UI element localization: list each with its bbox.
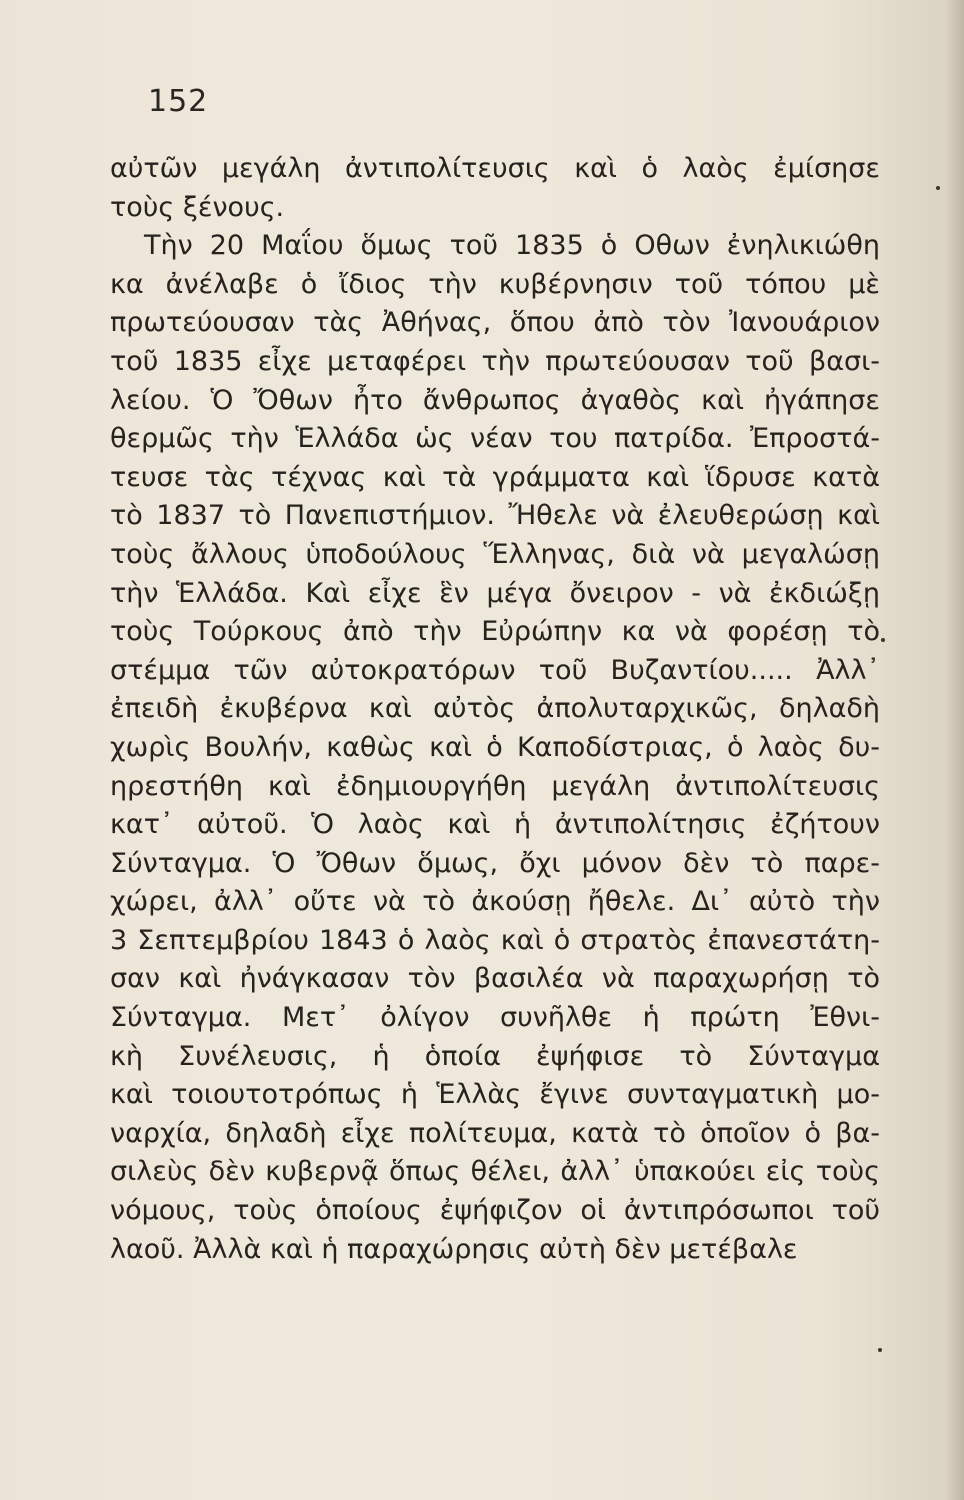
ink-speck bbox=[881, 638, 885, 642]
text-line: πρωτεύουσαν τὰς Ἀθήνας, ὅπου ἀπὸ τὸν Ἰανουάριον bbox=[110, 307, 880, 339]
text-line: σαν καὶ ἠνάγκασαν τὸν βασιλέα νὰ παραχωρήσῃ τὸ bbox=[110, 963, 880, 995]
text-line: λείου. Ὁ Ὄθων ἦτο ἄνθρωπος ἀγαθὸς καὶ ἠγάπησε bbox=[110, 384, 880, 416]
text-line: θερμῶς τὴν Ἑλλάδα ὡς νέαν του πατρίδα. Ἐπροστά- bbox=[110, 423, 880, 455]
text-line: αὐτῶν μεγάλη ἀντιπολίτευσις καὶ ὁ λαὸς ἐμίσησε bbox=[110, 153, 880, 184]
text-line: τευσε τὰς τέχνας καὶ τὰ γράμματα καὶ ἵδρυσε κατὰ bbox=[110, 461, 880, 493]
text-line: νόμους, τοὺς ὁποίους ἐψήφιζον οἱ ἀντιπρόσωποι τοῦ bbox=[110, 1195, 880, 1227]
text-line: καὶ τοιουτοτρόπως ἡ Ἑλλὰς ἔγινε συνταγματικὴ μο- bbox=[110, 1079, 880, 1111]
text-line: Σύνταγμα. Ὁ Ὄθων ὅμως, ὄχι μόνον δὲν τὸ παρε- bbox=[110, 847, 880, 879]
text-line: στέμμα τῶν αὐτοκρατόρων τοῦ Βυζαντίου..... Ἀλλ᾽ bbox=[110, 654, 880, 686]
text-line: λαοῦ. Ἀλλὰ καὶ ἡ παραχώρησις αὐτὴ δὲν μετέβαλε bbox=[110, 1233, 798, 1265]
text-line: κα ἀνέλαβε ὁ ἴδιος τὴν κυβέρνησιν τοῦ τόπου μὲ bbox=[110, 268, 880, 300]
text-line: τοὺς Τούρκους ἀπὸ τὴν Εὐρώπην κα νὰ φορέσῃ τὸ bbox=[110, 616, 880, 648]
text-line: χώρει, ἀλλ᾽ οὔτε νὰ τὸ ἀκούσῃ ἤθελε. Δι᾽ αὐτὸ τὴν bbox=[110, 886, 880, 918]
text-line: τοὺς ἄλλους ὑποδούλους Ἕλληνας, διὰ νὰ μεγαλώσῃ bbox=[110, 538, 880, 570]
text-line: 3 Σεπτεμβρίου 1843 ὁ λαὸς καὶ ὁ στρατὸς ἐπανεστάτη- bbox=[110, 924, 880, 956]
text-line: τοὺς ξένους. bbox=[110, 191, 285, 223]
ink-speck bbox=[878, 1348, 882, 1352]
text-line: τοῦ 1835 εἶχε μεταφέρει τὴν πρωτεύουσαν τοῦ βασι- bbox=[110, 345, 880, 377]
text-line: τὸ 1837 τὸ Πανεπιστήμιον. Ἤθελε νὰ ἐλευθερώσῃ καὶ bbox=[110, 500, 880, 532]
body-text bbox=[110, 150, 880, 1269]
text-line: κὴ Συνέλευσις, ἡ ὁποία ἐψήφισε τὸ Σύνταγμα bbox=[110, 1040, 880, 1072]
text-line: χωρὶς Βουλήν, καθὼς καὶ ὁ Καποδίστριας, ὁ λαὸς δυ- bbox=[110, 731, 880, 763]
page-number: 152 bbox=[148, 84, 209, 119]
text-line: Τὴν 20 Μαΐου ὅμως τοῦ 1835 ὁ Οθων ἐνηλικιώθη bbox=[144, 230, 880, 262]
page-edge-shadow bbox=[946, 0, 964, 1500]
text-line: κατ᾽ αὐτοῦ. Ὁ λαὸς καὶ ἡ ἀντιπολίτησις ἐζήτουν bbox=[110, 809, 880, 841]
text-line: ἐπειδὴ ἐκυβέρνα καὶ αὐτὸς ἀπολυταρχικῶς, δηλαδὴ bbox=[110, 693, 880, 725]
text-line: τὴν Ἑλλάδα. Καὶ εἶχε ἓν μέγα ὄνειρον - νὰ ἐκδιώξῃ bbox=[110, 577, 880, 609]
text-line: Σύνταγμα. Μετ᾽ ὀλίγον συνῆλθε ἡ πρώτη Ἐθνι- bbox=[110, 1002, 880, 1034]
text-line: ναρχία, δηλαδὴ εἶχε πολίτευμα, κατὰ τὸ ὁποῖον ὁ βα- bbox=[110, 1117, 880, 1149]
text-line: ηρεστήθη καὶ ἐδημιουργήθη μεγάλη ἀντιπολίτευσις bbox=[110, 770, 880, 802]
text-line: σιλεὺς δὲν κυβερνᾷ ὅπως θέλει, ἀλλ᾽ ὑπακούει εἰς τοὺς bbox=[110, 1156, 880, 1188]
ink-speck bbox=[936, 186, 940, 190]
